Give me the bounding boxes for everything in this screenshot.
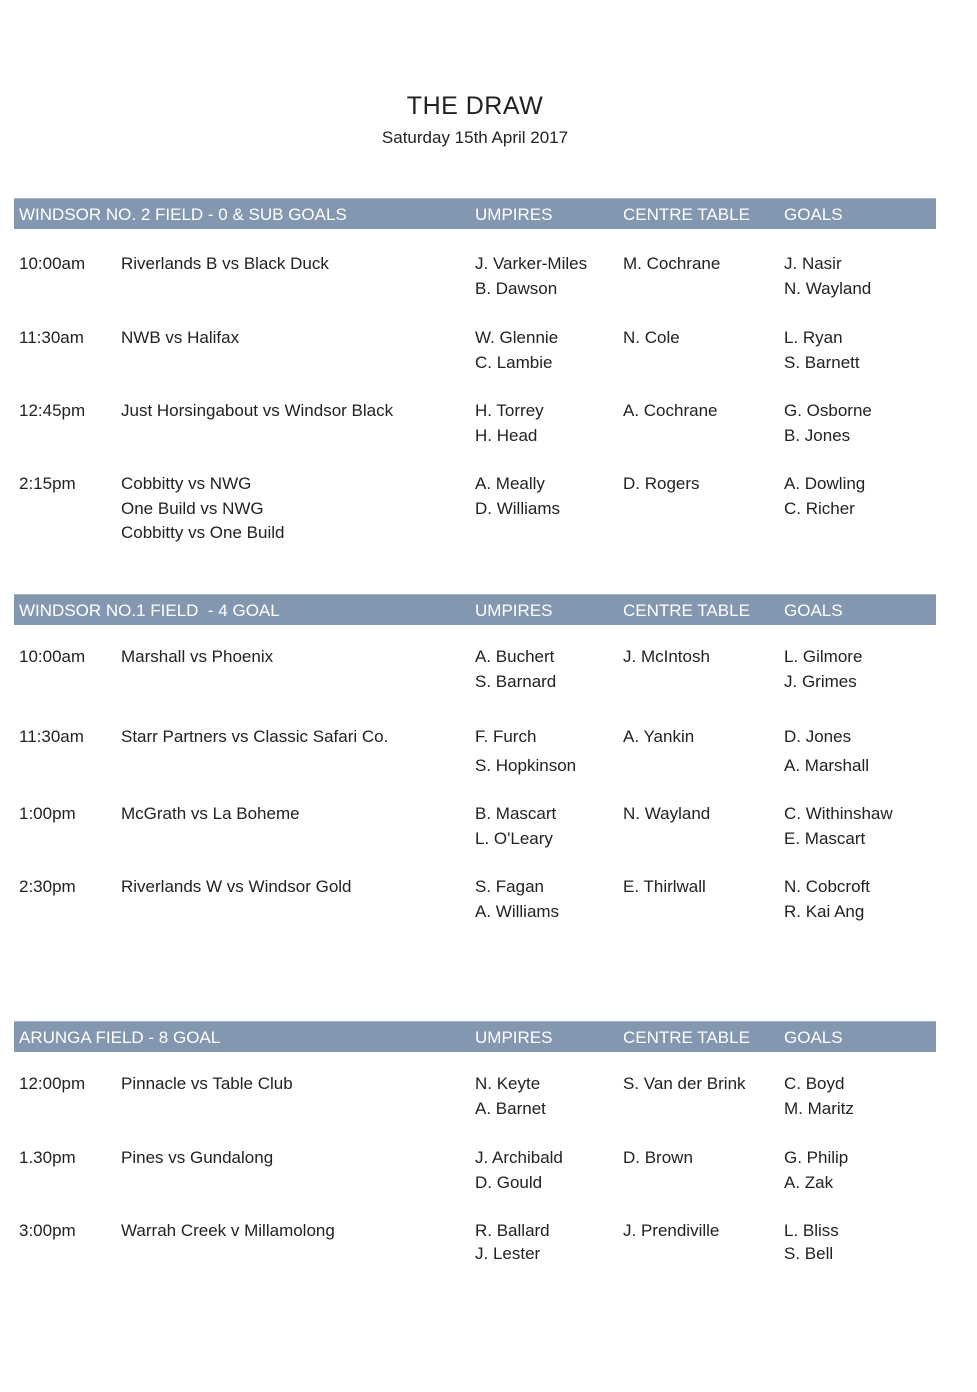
goal-judge: G. Philip	[784, 1148, 849, 1167]
match-umpires	[475, 472, 560, 521]
match-goals	[784, 472, 865, 521]
field-section-arunga	[14, 1021, 936, 1263]
centre-table-column-header: CENTRE TABLE	[623, 205, 750, 224]
game: Starr Partners vs Classic Safari Co.	[121, 727, 389, 746]
field-name: ARUNGA FIELD - 8 GOAL	[19, 1028, 221, 1047]
field-section-windsor-no2	[14, 198, 936, 542]
centre-table-column-header: CENTRE TABLE	[623, 1028, 750, 1047]
goal-judge: M. Maritz	[784, 1098, 854, 1118]
match-goals	[784, 1072, 854, 1121]
match-umpires	[475, 399, 544, 448]
match-time: 12:00pm	[19, 1074, 86, 1093]
goal-judge: A. Marshall	[784, 756, 870, 775]
umpire: W. Glennie	[475, 328, 559, 347]
umpires-column-header: UMPIRES	[475, 601, 553, 620]
match-centre-table: D. Rogers	[623, 474, 700, 493]
goal-judge: N. Cobcroft	[784, 877, 870, 896]
match-games	[121, 1219, 335, 1242]
umpires-column-header: UMPIRES	[475, 1028, 553, 1047]
match-games	[121, 1072, 293, 1097]
match-goals	[784, 326, 860, 375]
match-time: 2:15pm	[19, 474, 76, 493]
umpire: S. Barnard	[475, 671, 557, 691]
match-umpires	[475, 1146, 563, 1195]
match-umpires	[475, 252, 587, 301]
match-games	[121, 472, 284, 546]
game: Marshall vs Phoenix	[121, 647, 274, 666]
umpire: J. Lester	[475, 1244, 541, 1263]
goal-judge: S. Barnett	[784, 352, 860, 372]
umpire: N. Keyte	[475, 1074, 541, 1093]
game: McGrath vs La Boheme	[121, 804, 300, 823]
umpire: H. Torrey	[475, 401, 544, 420]
game: Just Horsingabout vs Windsor Black	[121, 401, 394, 420]
match-centre-table: S. Van der Brink	[623, 1074, 746, 1093]
match-time: 11:30am	[19, 727, 84, 746]
umpire: C. Lambie	[475, 352, 553, 372]
goal-judge: E. Mascart	[784, 828, 866, 848]
match-goals	[784, 252, 871, 301]
match-time: 12:45pm	[19, 401, 86, 420]
umpire: S. Fagan	[475, 877, 544, 896]
goals-column-header: GOALS	[784, 1028, 843, 1047]
match-centre-table: M. Cochrane	[623, 254, 721, 273]
section-header	[14, 198, 936, 229]
match-games	[121, 1146, 273, 1171]
goal-judge: J. Nasir	[784, 254, 842, 273]
goals-column-header: GOALS	[784, 205, 843, 224]
goal-judge: C. Withinshaw	[784, 804, 893, 823]
goal-judge: D. Jones	[784, 727, 852, 746]
match-games	[121, 326, 239, 351]
goal-judge: B. Jones	[784, 425, 851, 445]
section-header	[14, 594, 936, 625]
match-umpires	[475, 326, 558, 375]
match-centre-table: J. Prendiville	[623, 1221, 720, 1240]
match-umpires	[475, 802, 556, 851]
game: Cobbitty vs One Build	[121, 523, 285, 542]
match-goals	[784, 1146, 848, 1195]
match-games	[121, 722, 388, 751]
umpire: A. Williams	[475, 901, 560, 921]
umpire: D. Williams	[475, 498, 560, 518]
match-umpires	[475, 645, 556, 694]
game: Pines vs Gundalong	[121, 1148, 274, 1167]
goal-judge: J. Grimes	[784, 671, 857, 691]
match-goals	[784, 875, 870, 924]
match-time: 1:00pm	[19, 804, 76, 823]
page-date: Saturday 15th April 2017	[381, 128, 569, 147]
match-centre-table: A. Yankin	[623, 727, 695, 746]
match-time: 2:30pm	[19, 877, 76, 896]
umpire: A. Meally	[475, 474, 545, 493]
match-goals	[784, 1219, 839, 1265]
goal-judge: A. Dowling	[784, 474, 866, 493]
game: One Build vs NWG	[121, 498, 264, 518]
field-name: WINDSOR NO.1 FIELD - 4 GOAL	[19, 601, 280, 620]
goal-judge: C. Richer	[784, 498, 855, 518]
match-time: 10:00am	[19, 647, 86, 666]
goal-judge: L. Ryan	[784, 328, 843, 347]
game: Pinnacle vs Table Club	[121, 1074, 293, 1093]
match-centre-table: N. Cole	[623, 328, 680, 347]
goals-column-header: GOALS	[784, 601, 843, 620]
umpire: A. Barnet	[475, 1098, 546, 1118]
umpire: L. O'Leary	[475, 828, 553, 848]
match-centre-table: D. Brown	[623, 1148, 693, 1167]
umpire: J. Archibald	[475, 1148, 563, 1167]
match-centre-table: A. Cochrane	[623, 401, 718, 420]
game: Riverlands W vs Windsor Gold	[121, 877, 352, 896]
match-centre-table: N. Wayland	[623, 804, 711, 823]
goal-judge: L. Bliss	[784, 1221, 839, 1240]
match-games	[121, 645, 273, 670]
match-umpires	[475, 1072, 546, 1121]
umpire: H. Head	[475, 425, 538, 445]
umpire: S. Hopkinson	[475, 756, 577, 775]
match-goals	[784, 722, 869, 780]
game: Cobbitty vs NWG	[121, 474, 252, 493]
match-games	[121, 875, 352, 900]
match-time: 3:00pm	[19, 1221, 76, 1240]
umpire: B. Dawson	[475, 278, 558, 298]
umpire: D. Gould	[475, 1172, 543, 1192]
match-games	[121, 802, 300, 827]
match-games	[121, 399, 393, 424]
game: Warrah Creek v Millamolong	[121, 1221, 335, 1240]
goal-judge: L. Gilmore	[784, 647, 863, 666]
goal-judge: A. Zak	[784, 1172, 834, 1192]
match-goals	[784, 399, 872, 448]
match-time: 11:30am	[19, 328, 84, 347]
section-header	[14, 1021, 936, 1052]
goal-judge: C. Boyd	[784, 1074, 845, 1093]
match-time: 10:00am	[19, 254, 86, 273]
goal-judge: N. Wayland	[784, 278, 872, 298]
umpire: J. Varker-Miles	[475, 254, 588, 273]
match-umpires	[475, 722, 576, 780]
centre-table-column-header: CENTRE TABLE	[623, 601, 750, 620]
match-time: 1.30pm	[19, 1148, 76, 1167]
match-centre-table: J. McIntosh	[623, 647, 710, 666]
page-title: THE DRAW	[406, 92, 544, 120]
match-games	[121, 252, 329, 277]
match-umpires	[475, 1219, 550, 1265]
match-centre-table: E. Thirlwall	[623, 877, 706, 896]
field-name: WINDSOR NO. 2 FIELD - 0 & SUB GOALS	[19, 205, 347, 224]
umpire: A. Buchert	[475, 647, 555, 666]
goal-judge: G. Osborne	[784, 401, 872, 420]
game: Riverlands B vs Black Duck	[121, 254, 329, 273]
match-goals	[784, 645, 862, 694]
match-umpires	[475, 875, 559, 924]
umpire: B. Mascart	[475, 804, 557, 823]
umpires-column-header: UMPIRES	[475, 205, 553, 224]
field-section-windsor-no1	[14, 594, 936, 921]
umpire: R. Ballard	[475, 1221, 550, 1240]
umpire: F. Furch	[475, 727, 537, 746]
match-goals	[784, 802, 893, 851]
game: NWB vs Halifax	[121, 328, 240, 347]
goal-judge: S. Bell	[784, 1244, 834, 1263]
goal-judge: R. Kai Ang	[784, 901, 865, 921]
